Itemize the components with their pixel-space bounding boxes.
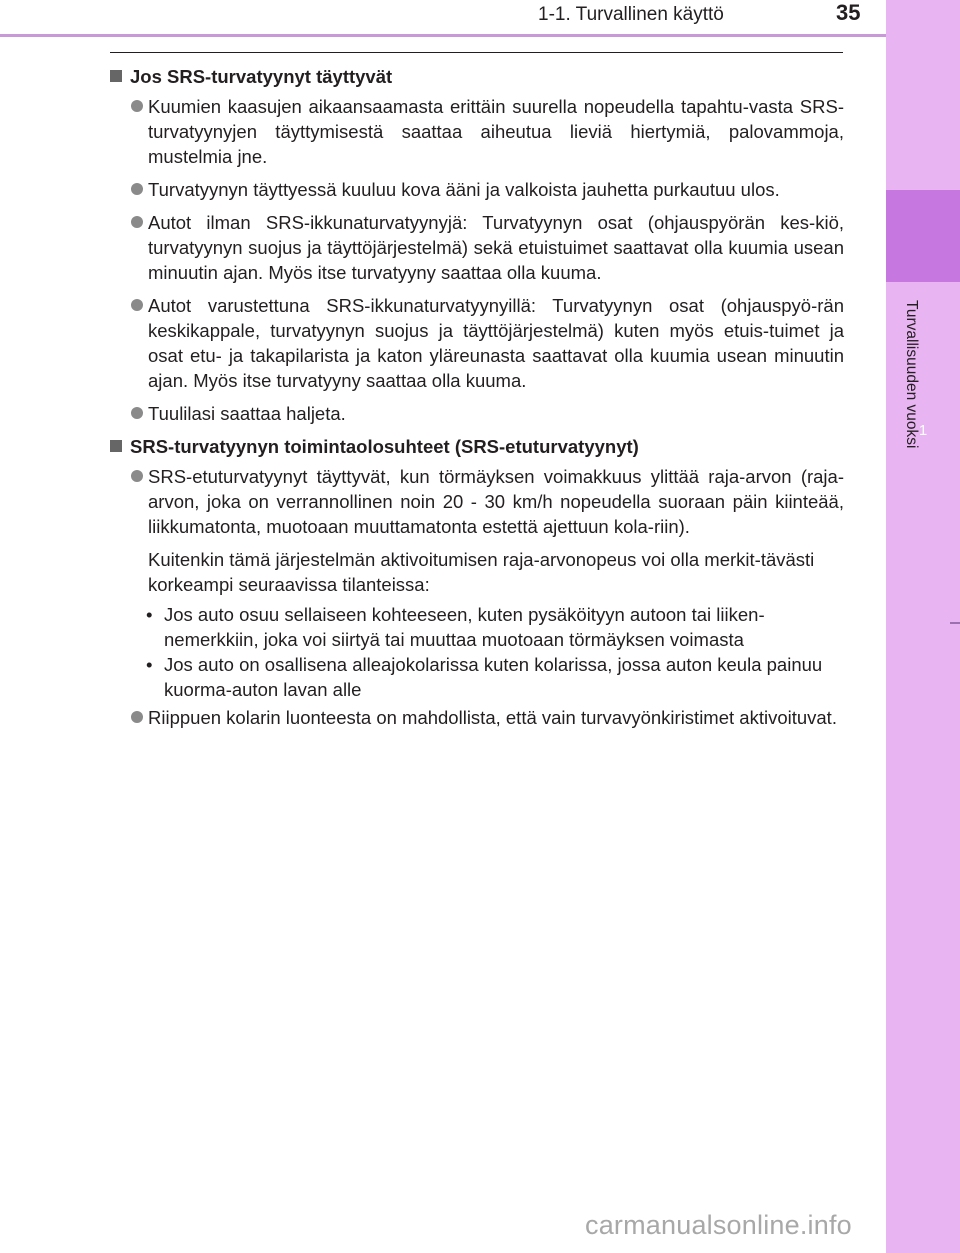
chapter-sidebar (886, 0, 960, 1253)
heading-text: SRS-turvatyynyn toimintaolosuhteet (SRS-etuturvatyynyt) (130, 436, 639, 457)
sub-list-item (110, 652, 844, 702)
page-content (110, 64, 844, 738)
list-item-text: Turvatyynyn täyttyessä kuuluu kova ääni ja valkoista jauhetta purkautuu ulos. (148, 179, 780, 200)
circle-bullet-icon (131, 299, 143, 311)
circle-bullet-icon (131, 711, 143, 723)
circle-bullet-icon (131, 216, 143, 228)
paragraph: Kuitenkin tämä järjestelmän aktivoitumisen raja-arvonopeus voi olla merkit-tävästi korkeampi seuraavissa tilanteissa: (148, 549, 815, 595)
list-item (110, 293, 844, 393)
square-bullet-icon (110, 440, 122, 452)
content-top-rule (110, 52, 843, 53)
circle-bullet-icon (131, 183, 143, 195)
side-tick-mark (950, 622, 960, 624)
list-item (110, 210, 844, 285)
dot-bullet-icon: • (146, 654, 153, 675)
list-item-text: Kuumien kaasujen aikaansaamasta erittäin suurella nopeudella tapahtu-vasta SRS-turvatyynyjen täyttymisestä saattaa aiheutua lieviä hiertymiä, palovammoja, mustelmia jne. (148, 96, 844, 167)
chapter-number: 1 (918, 422, 928, 439)
watermark: carmanualsonline.info (585, 1210, 852, 1240)
list-item (110, 401, 844, 426)
chapter-title: Turvallisuuden vuoksi (903, 300, 920, 449)
sub-list-item-text: Jos auto on osallisena alleajokolarissa kuten kolarissa, jossa auton keula painuu kuorma-auton lavan alle (164, 654, 823, 700)
square-bullet-icon (110, 70, 122, 82)
sub-list-item (110, 602, 844, 652)
list-item-text: SRS-etuturvatyynyt täyttyvät, kun törmäyksen voimakkuus ylittää raja-arvon (raja-arvon, joka on verrannollinen noin 20 - 30 km/h nopeudella suoraan päin kiinteää, liikkumatonta, muotoaan muuttamatonta estettä ajettuun kola-riin). (148, 466, 844, 537)
circle-bullet-icon (131, 407, 143, 419)
list-item-text: Tuulilasi saattaa haljeta. (148, 403, 346, 424)
list-item (110, 94, 844, 169)
header-rule (0, 34, 886, 37)
section-heading (110, 64, 844, 89)
section-heading (110, 434, 844, 459)
list-item (110, 177, 844, 202)
list-item (110, 705, 844, 730)
circle-bullet-icon (131, 470, 143, 482)
section-title: 1-1. Turvallinen käyttö (538, 4, 724, 25)
dot-bullet-icon: • (146, 604, 153, 625)
list-item-text: Autot ilman SRS-ikkunaturvatyynyjä: Turvatyynyn osat (ohjauspyörän kes-kiö, turvatyynyn suojus ja täyttöjärjestelmä) sekä etuistuimet saattavat olla kuumia usean minuutin ajan. Myös itse turvatyyny saattaa olla kuuma. (148, 212, 844, 283)
page-number: 35 (836, 0, 861, 25)
list-item (110, 464, 844, 539)
list-item-text: Riippuen kolarin luonteesta on mahdollista, että vain turvavyönkiristimet aktivoituvat. (148, 707, 837, 728)
list-item-text: Autot varustettuna SRS-ikkunaturvatyynyillä: Turvatyynyn osat (ohjauspyö-rän keskikappale, turvatyynyn suojus ja täyttöjärjestelmä) kuten myös etuis-tuimet ja osat etu- ja takapilarista ja katon yläreunasta saattavat olla kuumia usean minuutin ajan. Myös itse turvatyyny saattaa olla kuuma. (148, 295, 844, 391)
circle-bullet-icon (131, 100, 143, 112)
sub-list-item-text: Jos auto osuu sellaiseen kohteeseen, kuten pysäköityyn autoon tai liiken-nemerkkiin, joka voi siirtyä tai muuttaa muotoaan törmäyksen voimasta (164, 604, 765, 650)
heading-text: Jos SRS-turvatyynyt täyttyvät (130, 66, 393, 87)
